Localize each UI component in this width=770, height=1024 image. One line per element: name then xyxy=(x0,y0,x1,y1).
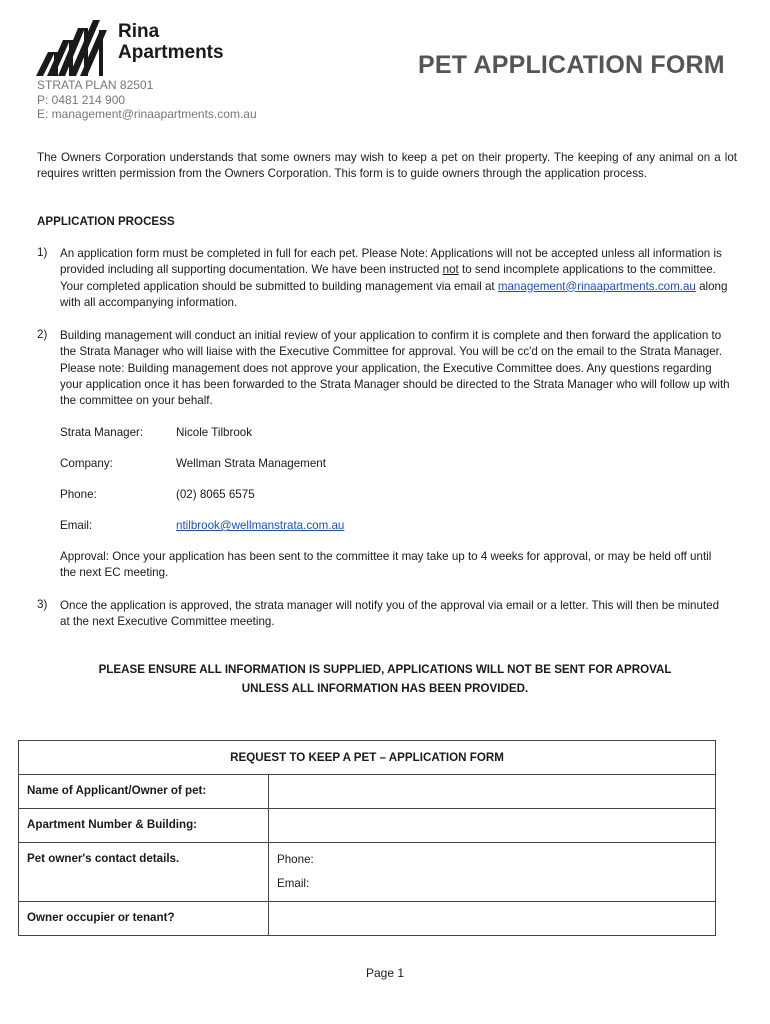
strata-manager-email-link[interactable]: ntilbrook@wellmanstrata.com.au xyxy=(176,519,345,532)
item-1-text-a: An application form must be completed in full for each pet. Please Note: Applications will not be accepted unless all information is provided including all supporting documentation. We have been instructed xyxy=(60,247,722,277)
item-1-text-b: to send incomplete applications to the committee. Your completed application should be submitted to building management via email at xyxy=(60,263,716,293)
strata-email: E: management@rinaapartments.com.au xyxy=(37,107,257,121)
email-label: Email: xyxy=(60,519,93,532)
item-3-number: 3) xyxy=(37,598,48,611)
notice-line-1: PLEASE ENSURE ALL INFORMATION IS SUPPLIED, APPLICATIONS WILL NOT BE SENT FOR APROVAL xyxy=(98,663,672,676)
applicant-name-label: Name of Applicant/Owner of pet: xyxy=(19,775,269,809)
form-title: REQUEST TO KEEP A PET – APPLICATION FORM xyxy=(19,741,716,775)
strata-plan: STRATA PLAN 82501 xyxy=(37,78,154,92)
brand-name xyxy=(118,21,224,63)
company-label: Company: xyxy=(60,457,113,470)
item-1-number: 1) xyxy=(37,246,48,259)
item-3-text: Once the application is approved, the strata manager will notify you of the approval via email or a letter. This will then be minuted at the next Executive Committee meeting. xyxy=(60,599,720,629)
item-2-number: 2) xyxy=(37,328,48,341)
contact-details-label: Pet owner's contact details. xyxy=(19,843,269,902)
notice xyxy=(37,660,733,698)
strata-phone: P: 0481 214 900 xyxy=(37,92,126,107)
management-email-link[interactable]: management@rinaapartments.com.au xyxy=(497,279,696,293)
page-number: Page 1 xyxy=(365,966,405,980)
stylized-building-stripes-icon xyxy=(36,18,108,76)
section-heading: APPLICATION PROCESS xyxy=(37,215,175,228)
phone-label: Phone: xyxy=(60,488,97,501)
strata-manager-label: Strata Manager: xyxy=(60,426,144,439)
notice-line-2: UNLESS ALL INFORMATION HAS BEEN PROVIDED. xyxy=(241,682,529,695)
phone-value: (02) 8065 6575 xyxy=(176,488,255,501)
contact-details-field[interactable] xyxy=(269,843,716,902)
company-value: Wellman Strata Management xyxy=(176,457,326,470)
item-1-emphasis: not xyxy=(442,263,459,277)
brand-line-2: Apartments xyxy=(118,42,224,63)
apartment-number-label: Apartment Number & Building: xyxy=(19,809,269,843)
occupier-label: Owner occupier or tenant? xyxy=(19,902,269,936)
application-form-table xyxy=(18,740,716,936)
applicant-name-field[interactable] xyxy=(269,775,716,809)
intro-paragraph: The Owners Corporation understands that some owners may wish to keep a pet on their property. The keeping of any animal on a lot requires written permission from the Owners Corporation. This form is to guide owners through the application process. xyxy=(37,151,737,181)
approval-note: Approval: Once your application has been sent to the committee it may take up to 4 weeks for approval, or may be held off until the next EC meeting. xyxy=(60,550,712,580)
item-1-text xyxy=(60,246,730,311)
contact-phone-label: Phone: xyxy=(277,853,314,866)
brand-line-1: Rina xyxy=(118,21,160,42)
apartment-number-field[interactable] xyxy=(269,809,716,843)
strata-manager-value: Nicole Tilbrook xyxy=(176,426,253,439)
contact-email-label: Email: xyxy=(277,877,310,890)
strata-info xyxy=(37,78,257,122)
item-1-text-c: along with all accompanying information. xyxy=(60,279,728,309)
page-title: PET APPLICATION FORM xyxy=(418,51,725,79)
item-2-text: Building management will conduct an initial review of your application to confirm it is complete and then forward the application to the Strata Manager who will liaise with the Executive Committee for approval. You will be cc'd on the email to the Strata Manager. Please note: Building management does not approve your application, the Executive Committee does. Any questions regarding your application once it has been forwarded to the Strata Manager should be directed to the Strata Manager who will follow up with the committee on your behalf. xyxy=(60,329,730,408)
occupier-field[interactable] xyxy=(269,902,716,936)
